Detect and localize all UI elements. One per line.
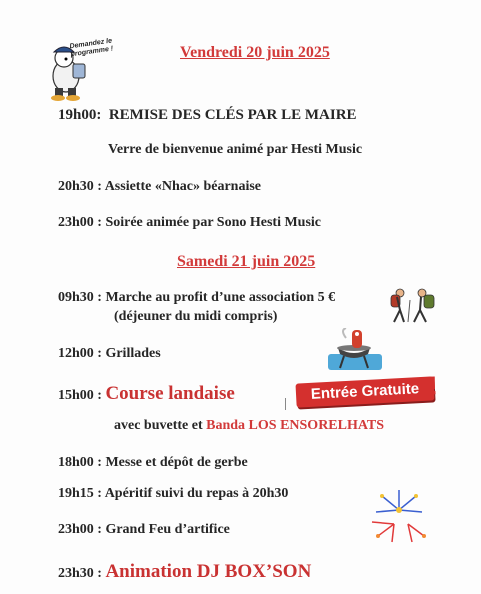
event-text: Grand Feu d’artifice (105, 522, 230, 537)
friday-row-1 (58, 107, 357, 124)
time: 20h30 : (58, 179, 102, 194)
time: 19h00: (58, 107, 102, 123)
saturday-row-5 (58, 455, 248, 471)
saturday-row-6 (58, 486, 288, 502)
saturday-row-1 (58, 290, 335, 306)
fireworks-icon (364, 484, 434, 544)
time: 23h00 : (58, 215, 102, 230)
event-text: Soirée animée par Sono Hesti Music (105, 215, 322, 230)
event-text: Verre de bienvenue animé par Hesti Music (108, 142, 363, 157)
event-subtext: (déjeuner du midi compris) (114, 309, 278, 324)
event-text: Animation DJ BOX’SON (105, 561, 312, 582)
saturday-row-8 (58, 561, 311, 583)
saturday-title: Samedi 21 juin 2025 (177, 253, 316, 270)
friday-row-2 (108, 142, 362, 158)
mascot-caption: Demandez le programme ! (69, 37, 114, 59)
time: 19h15 : (58, 486, 102, 501)
time: 09h30 : (58, 290, 102, 305)
saturday-row-4 (114, 418, 384, 434)
event-text: Messe et dépôt de gerbe (105, 455, 248, 470)
time: 12h00 : (58, 346, 102, 361)
time: 23h00 : (58, 522, 102, 537)
event-text: Course landaise (105, 383, 235, 404)
saturday-row-1-sub (114, 309, 277, 325)
barbecue-icon (326, 328, 384, 372)
hikers-icon (386, 286, 444, 326)
time: 23h30 : (58, 566, 102, 581)
event-text: Banda LOS ENSORELHATS (206, 418, 385, 433)
event-text: Marche au profit d’une association 5 € (105, 290, 336, 305)
event-text: REMISE DES CLÉS PAR LE MAIRE (108, 107, 357, 123)
saturday-row-7 (58, 522, 230, 538)
badge-exclamation: ! (428, 370, 439, 401)
time: 18h00 : (58, 455, 102, 470)
event-text-prefix: avec buvette et (114, 418, 207, 433)
event-text: Apéritif suivi du repas à 20h30 (104, 486, 289, 501)
time: 15h00 : (58, 388, 102, 403)
badge-label: Entrée Gratuite (310, 380, 420, 403)
event-text: Grillades (105, 346, 161, 361)
saturday-row-3 (58, 383, 235, 405)
divider-mark (285, 398, 286, 410)
friday-row-3 (58, 179, 261, 195)
entree-gratuite-badge (295, 370, 439, 407)
saturday-row-2 (58, 346, 161, 362)
friday-row-4 (58, 215, 321, 231)
friday-title: Vendredi 20 juin 2025 (180, 44, 330, 61)
event-text: Assiette «Nhac» béarnaise (104, 179, 261, 194)
